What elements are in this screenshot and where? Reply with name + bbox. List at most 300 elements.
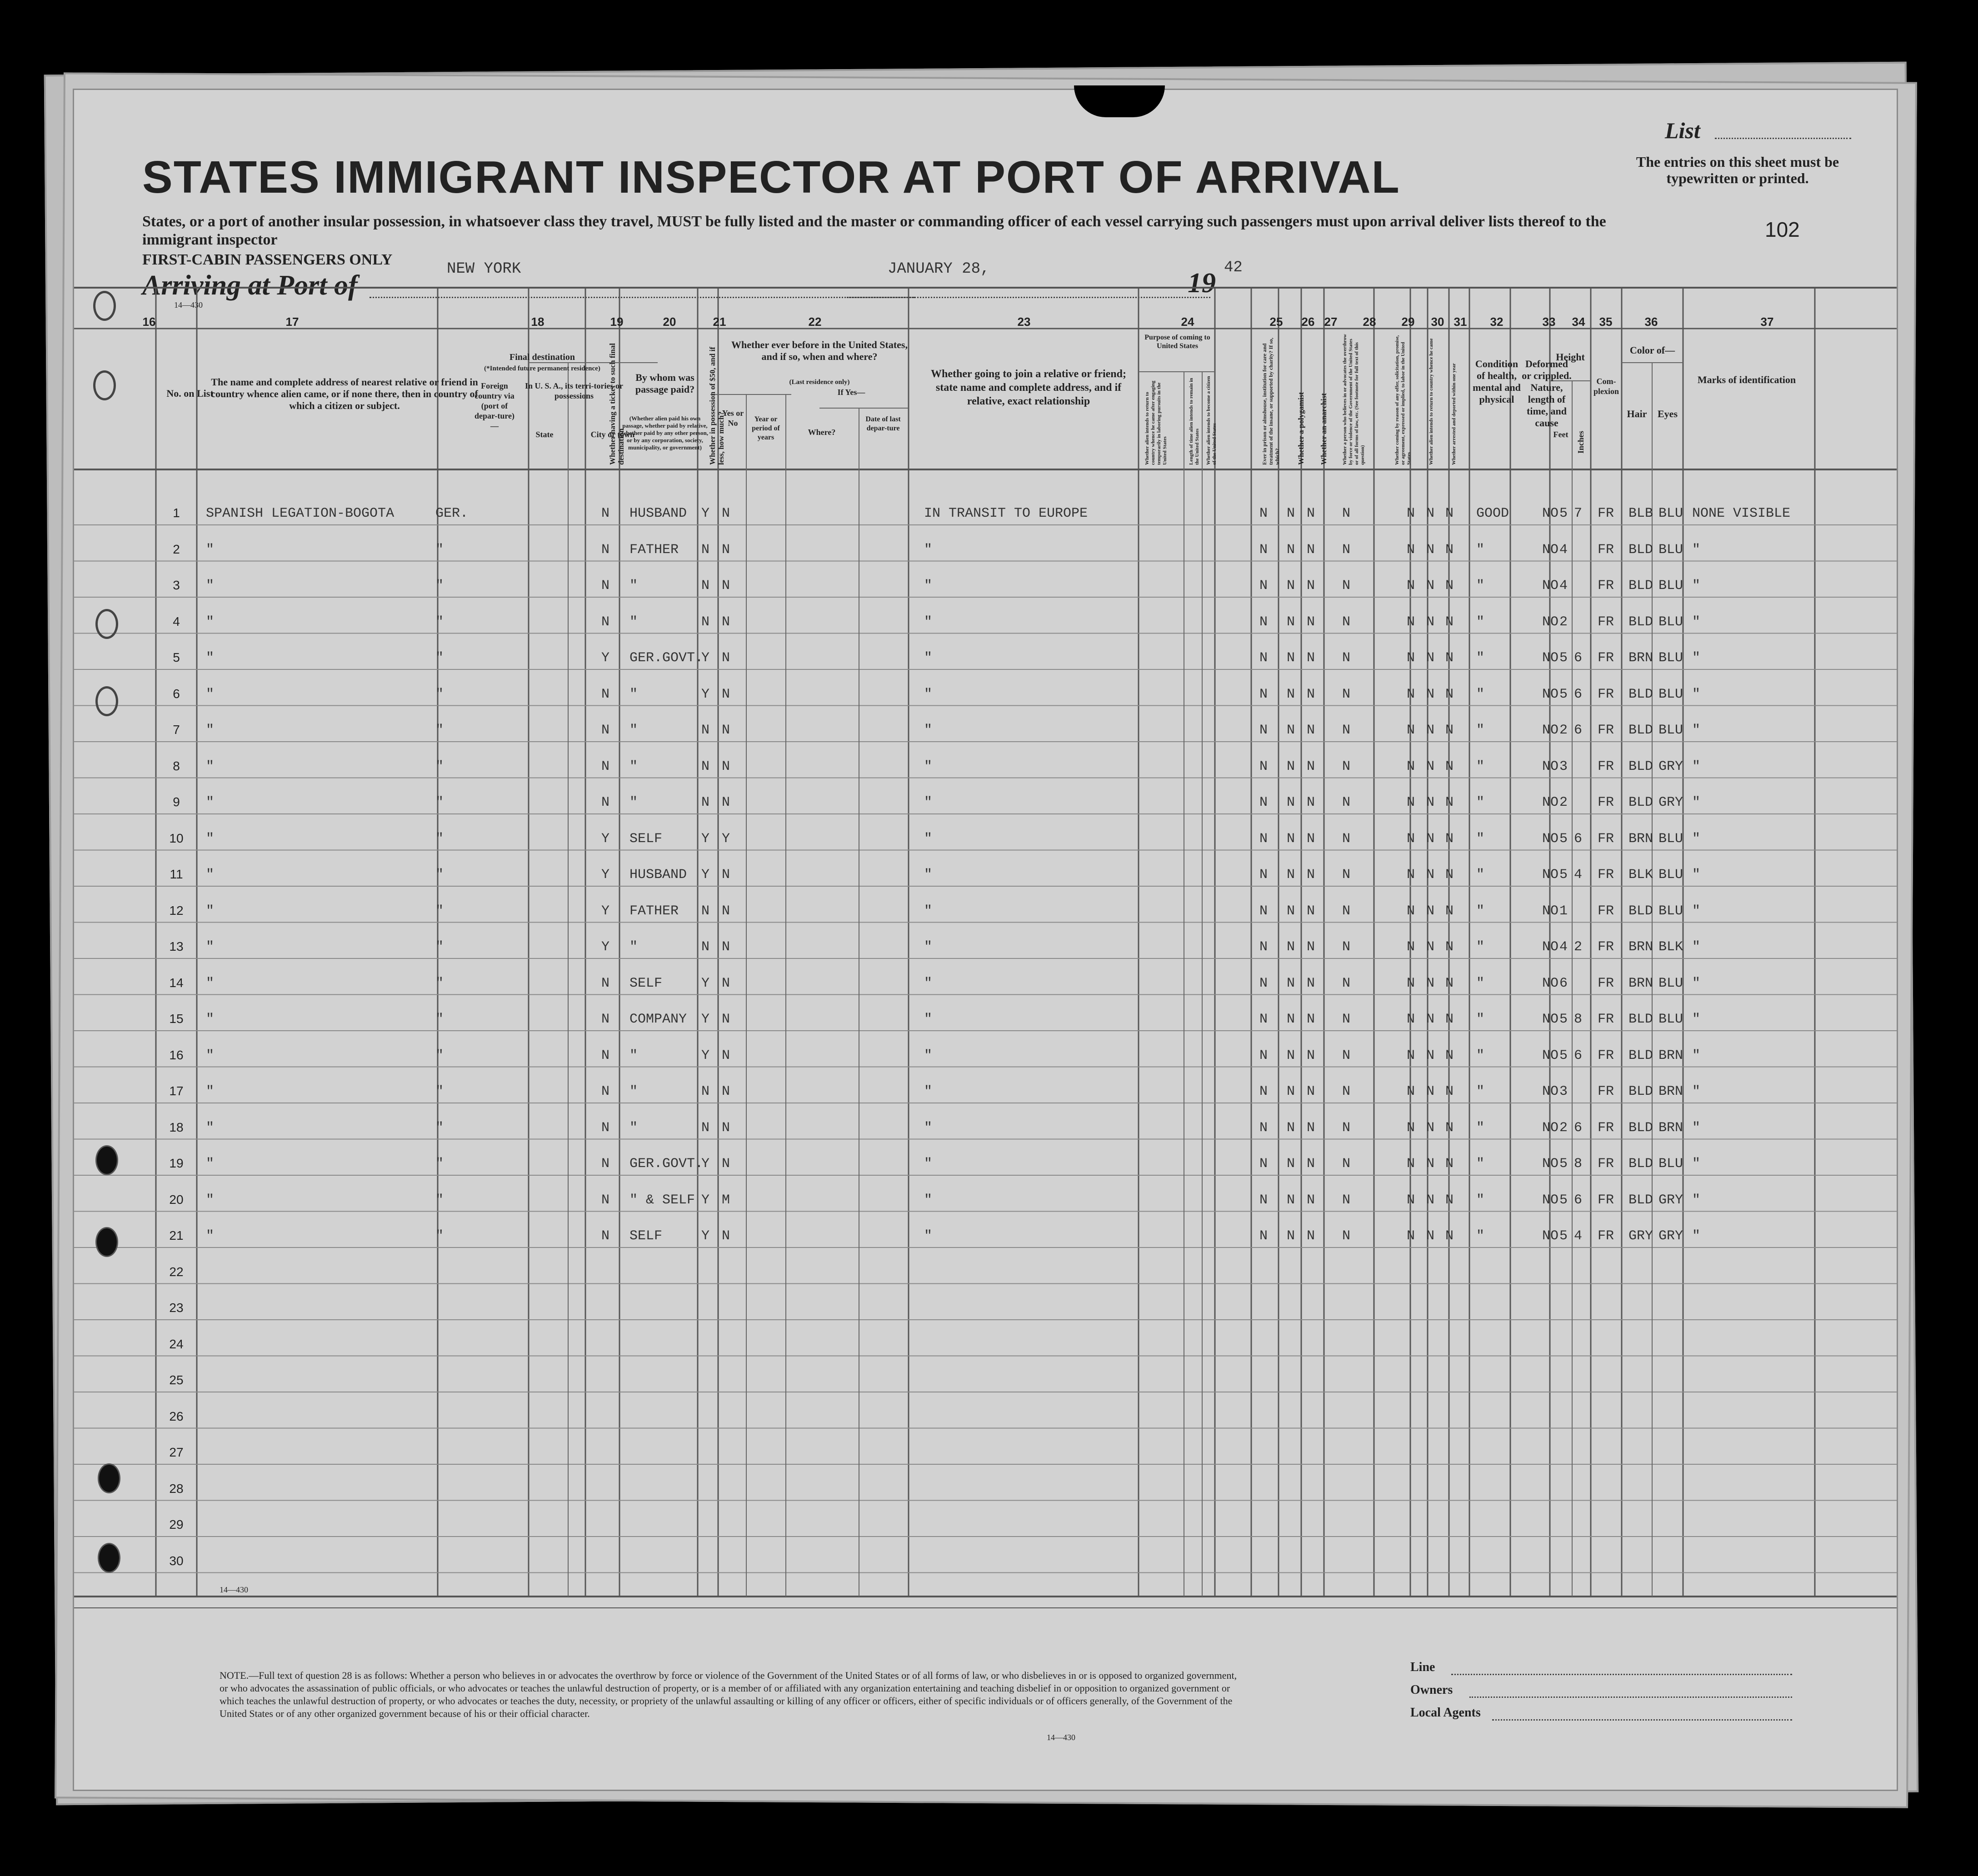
cell-c17: "	[206, 1048, 215, 1063]
cell-c35: FR	[1598, 1120, 1614, 1136]
cell-in: 6	[1574, 831, 1583, 847]
cell-c33: NO	[1542, 1192, 1559, 1208]
cell-c25: N	[1259, 939, 1268, 955]
cell-c35: FR	[1598, 506, 1614, 521]
cell-c26: N	[1287, 939, 1295, 955]
cell-c32: "	[1476, 1048, 1485, 1063]
cell-hair: BLD	[1628, 1048, 1653, 1063]
cell-c35: FR	[1598, 650, 1614, 666]
cell-c29: N	[1407, 1228, 1415, 1244]
col-num-24: 24	[1181, 315, 1194, 329]
cell-c29: N	[1407, 686, 1415, 702]
arriving-label: Arriving at Port of	[142, 270, 358, 301]
cell-eyes: BLU	[1658, 1156, 1683, 1172]
cell-c28: N	[1342, 1012, 1351, 1027]
cell-c37: "	[1692, 867, 1701, 883]
list-label: List	[1665, 118, 1700, 143]
cell-c26: N	[1287, 506, 1295, 521]
cell-c35: FR	[1598, 1084, 1614, 1099]
cell-ft: 4	[1559, 542, 1568, 558]
page-title: STATES IMMIGRANT INSPECTOR AT PORT OF ARRIVAL	[142, 152, 1400, 203]
cell-c35: FR	[1598, 1048, 1614, 1063]
cell-c30: N	[1426, 1120, 1435, 1136]
cell-c17: "	[206, 975, 215, 991]
cell-c28: N	[1342, 578, 1351, 594]
cell-c20: "	[629, 1120, 638, 1136]
cell-c33: NO	[1542, 506, 1559, 521]
col-num-30: 30	[1431, 315, 1444, 329]
cell-c29: N	[1407, 506, 1415, 521]
header-color-of: Color of—	[1629, 344, 1675, 356]
cell-in: 2	[1574, 939, 1583, 955]
cell-c31: N	[1445, 1120, 1454, 1136]
cell-ft: 4	[1559, 939, 1568, 955]
cell-c30: N	[1426, 795, 1435, 810]
cell-c37: "	[1692, 939, 1701, 955]
cell-c26: N	[1287, 903, 1295, 919]
cell-hair: BRN	[1628, 650, 1653, 666]
cell-c23: "	[924, 1012, 933, 1027]
cell-eyes: GRY	[1658, 758, 1683, 774]
cell-in: 6	[1574, 1120, 1583, 1136]
cell-c22: N	[722, 578, 730, 594]
cell-c26: N	[1287, 758, 1295, 774]
cell-c19: N	[601, 1084, 610, 1099]
cell-c27: N	[1307, 578, 1315, 594]
cell-c31: N	[1445, 1156, 1454, 1172]
cell-c28: N	[1342, 795, 1351, 810]
cell-c32: "	[1476, 795, 1485, 810]
cell-c32: "	[1476, 650, 1485, 666]
cell-c17: "	[206, 867, 215, 883]
cell-c21: N	[701, 542, 710, 558]
header-question-28: Whether a person who believes in or advocates the overthrow by force or violence of the Government of the United States or of all forms of law, etc. (See footnote for full text of this question)	[1342, 334, 1365, 465]
cell-c21: N	[701, 795, 710, 810]
cell-c26: N	[1287, 542, 1295, 558]
cell-c26: N	[1287, 1084, 1295, 1099]
cell-c19: N	[601, 1048, 610, 1063]
cell-c17: "	[206, 1192, 215, 1208]
cell-ft: 3	[1559, 1084, 1568, 1099]
cell-c19: N	[601, 975, 610, 991]
cell-eyes: BLU	[1658, 975, 1683, 991]
cell-ft: 2	[1559, 614, 1568, 630]
cell-c22: N	[722, 614, 730, 630]
cell-c26: N	[1287, 1192, 1295, 1208]
cell-c23: "	[924, 867, 933, 883]
cell-c33: NO	[1542, 542, 1559, 558]
cell-c32: "	[1476, 1156, 1485, 1172]
col-num-25: 25	[1269, 315, 1283, 329]
cell-c32: "	[1476, 542, 1485, 558]
header-inches: Inches	[1576, 430, 1585, 454]
cell-c29: N	[1407, 903, 1415, 919]
cell-c33: NO	[1542, 614, 1559, 630]
cell-c27: N	[1307, 903, 1315, 919]
col-num-22: 22	[808, 315, 822, 329]
cell-c32: "	[1476, 1228, 1485, 1244]
cell-c33: NO	[1542, 1156, 1559, 1172]
row-number: 30	[169, 1553, 184, 1568]
cell-c19: Y	[601, 903, 610, 919]
cell-c31: N	[1445, 650, 1454, 666]
cell-c31: N	[1445, 975, 1454, 991]
cell-c27: N	[1307, 795, 1315, 810]
cell-c29: N	[1407, 614, 1415, 630]
cell-c17: "	[206, 795, 215, 810]
cell-c37: "	[1692, 831, 1701, 847]
cell-c19: N	[601, 1012, 610, 1027]
cell-ft: 5	[1559, 1156, 1568, 1172]
cell-c21: Y	[701, 686, 710, 702]
cell-c27: N	[1307, 1048, 1315, 1063]
cell-c33: NO	[1542, 1120, 1559, 1136]
header-eyes: Eyes	[1658, 408, 1678, 419]
cell-c23: "	[924, 758, 933, 774]
header-complexion: Com-plexion	[1593, 377, 1619, 396]
port-value: NEW YORK	[447, 260, 521, 278]
cell-c28: N	[1342, 650, 1351, 666]
cell-c21: Y	[701, 1156, 710, 1172]
header-height: Height	[1556, 351, 1585, 363]
cell-c22: N	[722, 542, 730, 558]
cell-c19: N	[601, 723, 610, 738]
cell-c35: FR	[1598, 1192, 1614, 1208]
cell-c37: "	[1692, 1084, 1701, 1099]
owners-label: Owners	[1410, 1683, 1453, 1697]
cell-c33: NO	[1542, 795, 1559, 810]
cell-in: 6	[1574, 650, 1583, 666]
cell-c19: N	[601, 795, 610, 810]
header-labor-offer: Whether coming by reason of any offer, solicitation, promise, or agreement, expressed or implied, to labor in the United States	[1394, 335, 1412, 465]
row-number: 12	[169, 903, 184, 918]
cell-c19: N	[601, 542, 610, 558]
cell-c27: N	[1307, 506, 1315, 521]
cell-c21: N	[701, 1120, 710, 1136]
col-num-18: 18	[531, 315, 544, 329]
cell-c31: N	[1445, 686, 1454, 702]
cell-c28: N	[1342, 614, 1351, 630]
header-deported: Whether arrested and deported within one year	[1451, 363, 1457, 465]
header-passage-paid: By whom was passage paid?	[635, 372, 695, 395]
cell-c37: "	[1692, 1228, 1701, 1244]
header-anarchist: Whether an anarchist	[1319, 393, 1328, 465]
cell-c30: N	[1426, 1084, 1435, 1099]
row-number: 22	[169, 1264, 184, 1279]
cell-c23: "	[924, 831, 933, 847]
cell-c20: FATHER	[629, 903, 679, 919]
col-num-23: 23	[1017, 315, 1031, 329]
cell-hair: BLD	[1628, 1120, 1653, 1136]
cell-c33: NO	[1542, 1084, 1559, 1099]
cell-c27: N	[1307, 1012, 1315, 1027]
cell-c23: "	[924, 795, 933, 810]
cell-in: 7	[1574, 506, 1583, 521]
cell-c21: N	[701, 758, 710, 774]
header-purpose: Purpose of coming to United States	[1144, 334, 1210, 350]
cell-c23: "	[924, 1228, 933, 1244]
cell-c31: N	[1445, 723, 1454, 738]
col-num-16: 16	[142, 315, 156, 329]
header-ever-before: Whether ever before in the United States, and if so, when and where?	[731, 339, 908, 362]
cell-c19: N	[601, 1192, 610, 1208]
cell-c30: N	[1426, 1192, 1435, 1208]
cell-c30: N	[1426, 975, 1435, 991]
form-code-bottom: 14—430	[220, 1585, 248, 1594]
cell-c28: N	[1342, 1228, 1351, 1244]
cell-eyes: BLU	[1658, 723, 1683, 738]
cell-ft: 5	[1559, 831, 1568, 847]
cell-c18: "	[435, 578, 444, 594]
cell-c28: N	[1342, 1192, 1351, 1208]
col-num-17: 17	[285, 315, 299, 329]
cell-c35: FR	[1598, 542, 1614, 558]
cell-eyes: BLU	[1658, 578, 1683, 594]
col-num-33: 33	[1542, 315, 1556, 329]
cell-c33: NO	[1542, 650, 1559, 666]
cell-c37: "	[1692, 758, 1701, 774]
cell-c25: N	[1259, 723, 1268, 738]
cell-c25: N	[1259, 686, 1268, 702]
cell-c26: N	[1287, 867, 1295, 883]
cell-hair: BRN	[1628, 975, 1653, 991]
cell-in: 4	[1574, 867, 1583, 883]
cell-c17: "	[206, 903, 215, 919]
col-num-27: 27	[1324, 315, 1338, 329]
cell-ft: 5	[1559, 686, 1568, 702]
col-num-36: 36	[1644, 315, 1658, 329]
cell-c32: "	[1476, 1012, 1485, 1027]
header-city: City or town	[590, 430, 635, 439]
cell-c33: NO	[1542, 1048, 1559, 1063]
header-where: Where?	[808, 428, 836, 437]
cell-ft: 5	[1559, 1192, 1568, 1208]
cell-c20: FATHER	[629, 542, 679, 558]
cell-ft: 2	[1559, 1120, 1568, 1136]
cell-c21: N	[701, 578, 710, 594]
cell-c30: N	[1426, 867, 1435, 883]
cell-c23: "	[924, 578, 933, 594]
cell-c23: "	[924, 903, 933, 919]
cell-c18: "	[435, 1192, 444, 1208]
row-number: 26	[169, 1409, 184, 1423]
cell-c23: "	[924, 542, 933, 558]
cell-c30: N	[1426, 1228, 1435, 1244]
cell-ft: 4	[1559, 578, 1568, 594]
cell-c29: N	[1407, 831, 1415, 847]
cell-c26: N	[1287, 723, 1295, 738]
cell-eyes: BLU	[1658, 506, 1683, 521]
header-return-intent: Whether alien intends to return to country whence he came after engaging temporarily in laboring pursuits in the United States	[1144, 380, 1168, 465]
row-number: 10	[169, 831, 184, 845]
cell-c35: FR	[1598, 1156, 1614, 1172]
cell-c37: "	[1692, 542, 1701, 558]
cell-c25: N	[1259, 1228, 1268, 1244]
header-last-residence: (Last residence only)	[789, 379, 850, 386]
cell-ft: 2	[1559, 795, 1568, 810]
cell-c32: "	[1476, 939, 1485, 955]
cell-c20: "	[629, 1084, 638, 1099]
cell-c26: N	[1287, 795, 1295, 810]
line-label: Line	[1410, 1660, 1435, 1674]
cell-in: 8	[1574, 1012, 1583, 1027]
cell-c37: "	[1692, 1192, 1701, 1208]
cell-c37: "	[1692, 795, 1701, 810]
cell-c29: N	[1407, 650, 1415, 666]
cell-c33: NO	[1542, 723, 1559, 738]
cell-c30: N	[1426, 723, 1435, 738]
cell-ft: 2	[1559, 723, 1568, 738]
cell-c31: N	[1445, 795, 1454, 810]
cell-c37: NONE VISIBLE	[1692, 506, 1791, 521]
cell-eyes: GRY	[1658, 1228, 1683, 1244]
cell-eyes: BRN	[1658, 1120, 1683, 1136]
cell-hair: BLD	[1628, 686, 1653, 702]
line-rule	[1451, 1674, 1792, 1675]
cell-c22: N	[722, 723, 730, 738]
cell-c37: "	[1692, 723, 1701, 738]
cell-c31: N	[1445, 1048, 1454, 1063]
cell-c17: "	[206, 542, 215, 558]
row-number: 28	[169, 1481, 184, 1496]
header-prison: Ever in prison or almshouse, institution for care and treatment of the insane, or supported by charity? If so, which?	[1261, 338, 1280, 465]
cell-c18: "	[435, 867, 444, 883]
cell-c27: N	[1307, 1084, 1315, 1099]
cell-in: 6	[1574, 1048, 1583, 1063]
cell-c22: N	[722, 650, 730, 666]
cell-ft: 5	[1559, 1048, 1568, 1063]
row-number: 21	[169, 1228, 184, 1242]
cell-c17: "	[206, 723, 215, 738]
cell-c17: "	[206, 1156, 215, 1172]
cell-c23: "	[924, 686, 933, 702]
cell-c31: N	[1445, 506, 1454, 521]
cell-c37: "	[1692, 1048, 1701, 1063]
cell-eyes: BRN	[1658, 1048, 1683, 1063]
cell-c19: Y	[601, 939, 610, 955]
cell-eyes: BLU	[1658, 542, 1683, 558]
cell-c20: "	[629, 1048, 638, 1063]
cell-eyes: BLU	[1658, 614, 1683, 630]
col-num-19: 19	[610, 315, 624, 329]
cell-c32: "	[1476, 614, 1485, 630]
cell-c19: Y	[601, 650, 610, 666]
cell-c30: N	[1426, 903, 1435, 919]
cell-c18: "	[435, 1228, 444, 1244]
cell-c33: NO	[1542, 939, 1559, 955]
cell-c20: HUSBAND	[629, 867, 687, 883]
header-hair: Hair	[1627, 408, 1647, 419]
cell-c19: N	[601, 1120, 610, 1136]
cell-hair: BLD	[1628, 758, 1653, 774]
cell-c35: FR	[1598, 614, 1614, 630]
punch-hole	[98, 1543, 120, 1573]
cell-c25: N	[1259, 867, 1268, 883]
cell-c21: N	[701, 939, 710, 955]
cell-c22: N	[722, 758, 730, 774]
cell-c28: N	[1342, 758, 1351, 774]
cell-c18: "	[435, 1048, 444, 1063]
row-number: 20	[169, 1192, 184, 1207]
cell-c26: N	[1287, 1228, 1295, 1244]
cell-c20: " & SELF	[629, 1192, 695, 1208]
header-marks: Marks of identification	[1697, 374, 1796, 385]
cell-c25: N	[1259, 542, 1268, 558]
cell-c23: "	[924, 614, 933, 630]
year-prefix: 19	[1188, 268, 1216, 299]
cell-c25: N	[1259, 975, 1268, 991]
cell-c20: SELF	[629, 831, 663, 847]
row-number: 29	[169, 1517, 184, 1532]
cell-c29: N	[1407, 723, 1415, 738]
header-length-stay: Length of time alien intends to remain in the United States	[1189, 378, 1200, 465]
cell-c33: NO	[1542, 758, 1559, 774]
cell-c29: N	[1407, 939, 1415, 955]
cell-c19: Y	[601, 867, 610, 883]
cell-c19: N	[601, 686, 610, 702]
cell-c22: N	[722, 1012, 730, 1027]
header-yes-or-no: Yes or No	[722, 409, 744, 428]
cell-c22: M	[722, 1192, 730, 1208]
cell-hair: BLD	[1628, 1192, 1653, 1208]
cell-c35: FR	[1598, 1228, 1614, 1244]
row-number: 17	[169, 1084, 184, 1098]
cell-c20: "	[629, 795, 638, 810]
cell-c25: N	[1259, 614, 1268, 630]
cell-c19: N	[601, 1156, 610, 1172]
cell-c18: "	[435, 686, 444, 702]
cell-c29: N	[1407, 1012, 1415, 1027]
cell-c20: GER.GOVT.	[629, 650, 704, 666]
row-number: 2	[173, 542, 180, 556]
cell-c18: "	[435, 831, 444, 847]
cell-c22: N	[722, 1228, 730, 1244]
cell-hair: BLD	[1628, 1012, 1653, 1027]
cell-c35: FR	[1598, 723, 1614, 738]
cell-ft: 3	[1559, 758, 1568, 774]
cell-c27: N	[1307, 1228, 1315, 1244]
col-num-29: 29	[1401, 315, 1415, 329]
cell-c22: Y	[722, 831, 730, 847]
cell-c25: N	[1259, 506, 1268, 521]
cell-c20: GER.GOVT.	[629, 1156, 704, 1172]
cell-c22: N	[722, 1120, 730, 1136]
cell-c32: "	[1476, 758, 1485, 774]
cell-c30: N	[1426, 506, 1435, 521]
cell-c20: HUSBAND	[629, 506, 687, 521]
cell-c25: N	[1259, 795, 1268, 810]
row-number: 16	[169, 1048, 184, 1062]
cell-c32: "	[1476, 1192, 1485, 1208]
cell-in: 6	[1574, 723, 1583, 738]
cell-c31: N	[1445, 1012, 1454, 1027]
cell-c17: "	[206, 1120, 215, 1136]
cell-ft: 1	[1559, 903, 1568, 919]
cell-c26: N	[1287, 831, 1295, 847]
cell-c33: NO	[1542, 831, 1559, 847]
cell-c18: "	[435, 1012, 444, 1027]
cell-c23: IN TRANSIT TO EUROPE	[924, 506, 1088, 521]
cell-hair: BLD	[1628, 542, 1653, 558]
cell-c30: N	[1426, 758, 1435, 774]
cell-c21: Y	[701, 867, 710, 883]
cell-c35: FR	[1598, 903, 1614, 919]
cell-hair: BLD	[1628, 614, 1653, 630]
cell-c19: N	[601, 614, 610, 630]
cell-hair: BLB	[1628, 506, 1653, 521]
col-num-35: 35	[1599, 315, 1613, 329]
binder-ring	[95, 686, 118, 716]
